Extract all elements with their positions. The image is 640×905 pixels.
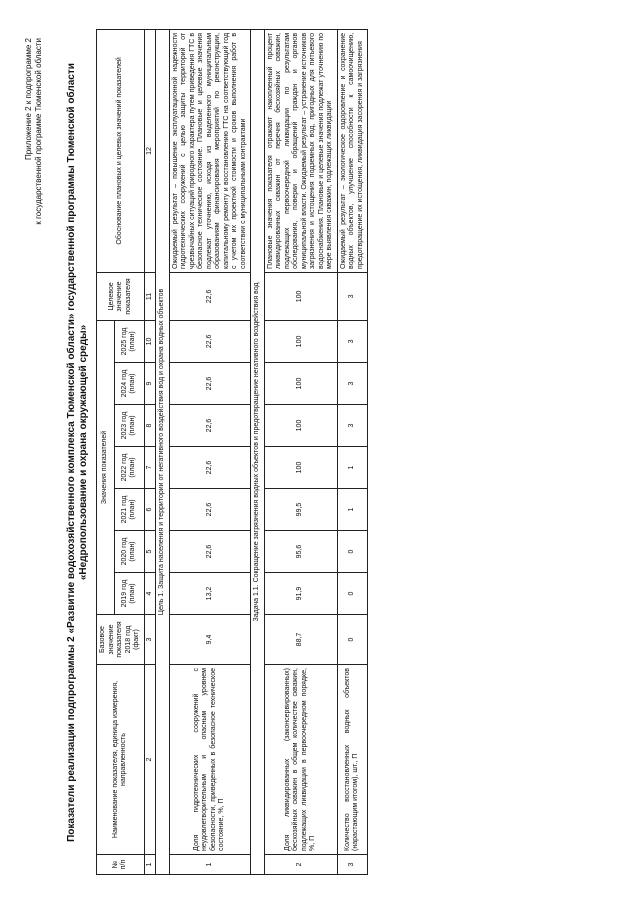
col-number: 3 bbox=[144, 615, 156, 665]
col-number: 2 bbox=[144, 665, 156, 855]
col-number: 4 bbox=[144, 573, 156, 615]
row-num: 3 bbox=[337, 855, 368, 875]
row-value: 100 bbox=[264, 363, 337, 405]
row-value: 22,6 bbox=[169, 405, 251, 447]
task-row bbox=[251, 29, 265, 874]
col-number: 1 bbox=[144, 855, 156, 875]
header-name: Наименование показателя, единица измерения, направленность bbox=[97, 665, 145, 855]
col-number: 6 bbox=[144, 489, 156, 531]
col-number: 5 bbox=[144, 531, 156, 573]
header-year: 2023 год (план) bbox=[115, 405, 144, 447]
col-number: 8 bbox=[144, 405, 156, 447]
table-row bbox=[169, 29, 251, 874]
header-num: № п/п bbox=[97, 855, 145, 875]
header-year: 2021 год (план) bbox=[115, 489, 144, 531]
row-name: Доля гидротехнических сооружений с неудовлетворительным и опасным уровнем безопасности, приведенных в безопасное техническое состояние, %, П bbox=[169, 665, 251, 855]
row-value: 100 bbox=[264, 405, 337, 447]
row-justification: Ожидаемый результат – экологическое оздоровление и сохранение водных объектов, улучшение способности к самоочищению, предотвращение их истощения, ликвидация засорения и загрязнения bbox=[337, 29, 368, 272]
row-value: 3 bbox=[337, 363, 368, 405]
header-justification: Обоснование плановых и целевых значений показателей bbox=[97, 29, 145, 272]
row-target: 22,6 bbox=[169, 272, 251, 320]
column-number-row bbox=[144, 29, 156, 874]
row-num: 2 bbox=[264, 855, 337, 875]
header-year: 2022 год (план) bbox=[115, 447, 144, 489]
appendix-line-2: к государственной программе Тюменской области bbox=[34, 38, 43, 225]
header-row-1 bbox=[97, 29, 115, 874]
row-value: 13,2 bbox=[169, 573, 251, 615]
col-number: 9 bbox=[144, 363, 156, 405]
row-base: 88,7 bbox=[264, 615, 337, 665]
row-base: 0 bbox=[337, 615, 368, 665]
col-number: 10 bbox=[144, 320, 156, 362]
document-title bbox=[66, 60, 90, 845]
row-num: 1 bbox=[169, 855, 251, 875]
row-value: 100 bbox=[264, 320, 337, 362]
header-target: Целевое значение показателя bbox=[97, 272, 145, 320]
row-value: 22,6 bbox=[169, 531, 251, 573]
row-value: 22,6 bbox=[169, 363, 251, 405]
row-justification: Плановые значения показателя отражают накопленный процент ликвидированных скважин от перечня бесхозяйных скважин, подлежащих первоочередной ликвидации по результатам обследования, поверки и обращений граждан и органов муниципальной власти. Ожидаемый результат – устранение источников загрязнения и истощения подземных вод, пригодных для питьевого водоснабжения. Плановые и целевые значения подлежат уточнению по мере выявления скважин, подлежащих ликвидации bbox=[264, 29, 337, 272]
table-row bbox=[337, 29, 368, 874]
row-target: 100 bbox=[264, 272, 337, 320]
row-value: 91,9 bbox=[264, 573, 337, 615]
row-value: 0 bbox=[337, 531, 368, 573]
appendix-line-1: Приложение 2 к подпрограмме 2 bbox=[24, 38, 33, 160]
header-values-group: Значения показателей bbox=[97, 320, 115, 614]
row-target: 3 bbox=[337, 272, 368, 320]
task-1-1: Задача 1.1. Сокращение загрязнения водных объектов и предотвращение негативного воздействия вод bbox=[251, 29, 265, 874]
row-value: 22,6 bbox=[169, 447, 251, 489]
row-value: 0 bbox=[337, 573, 368, 615]
header-year: 2024 год (план) bbox=[115, 363, 144, 405]
col-number: 12 bbox=[144, 29, 156, 272]
title-line-2: «Недропользование и охрана окружающей среды» bbox=[78, 324, 89, 581]
row-value: 1 bbox=[337, 447, 368, 489]
row-value: 95,6 bbox=[264, 531, 337, 573]
row-value: 22,6 bbox=[169, 320, 251, 362]
header-year: 2020 год (план) bbox=[115, 531, 144, 573]
row-value: 100 bbox=[264, 447, 337, 489]
row-value: 3 bbox=[337, 320, 368, 362]
indicators-table bbox=[96, 29, 368, 875]
col-number: 7 bbox=[144, 447, 156, 489]
row-value: 1 bbox=[337, 489, 368, 531]
header-base: Базовое значение показателя 2018 год (факт) bbox=[97, 615, 145, 665]
col-number: 11 bbox=[144, 272, 156, 320]
goal-1: Цель 1. Защита населения и территории от негативного воздействия вод и охрана водных объектов bbox=[156, 29, 170, 874]
appendix-note bbox=[24, 38, 44, 225]
header-year: 2019 год (план) bbox=[115, 573, 144, 615]
title-line-1: Показатели реализации подпрограммы 2 «Развитие водохозяйственного комплекса Тюменской области» государственной программы Тюменской области bbox=[66, 63, 77, 842]
row-name: Доля ликвидированных (законсервированных) бесхозяйных скважин в общем количестве скважин, подлежащих ликвидации в первоочередном порядке, %, П bbox=[264, 665, 337, 855]
table-row bbox=[264, 29, 337, 874]
row-value: 22,6 bbox=[169, 489, 251, 531]
row-name: Количество восстановленных водных объектов (нарастающим итогом), шт., П bbox=[337, 665, 368, 855]
row-base: 9,4 bbox=[169, 615, 251, 665]
row-justification: Ожидаемый результат – повышение эксплуатационной надежности гидротехнических сооружений с целью защиты территорий от чрезвычайных ситуаций природного характера путем приведения ГТС в безопасное техническое состояние. Плановые и целевые значения подлежат уточнению, исходя из выделенного муниципальным образованиям финансирования мероприятий по реконструкции, капитальному ремонту и восстановлению ГТС на соответствующий год с учетом их проектной стоимости и сроков выполнения работ в соответствии с муниципальными контрактами bbox=[169, 29, 251, 272]
row-value: 99,5 bbox=[264, 489, 337, 531]
row-value: 3 bbox=[337, 405, 368, 447]
goal-row bbox=[156, 29, 170, 874]
header-year: 2025 год (план) bbox=[115, 320, 144, 362]
